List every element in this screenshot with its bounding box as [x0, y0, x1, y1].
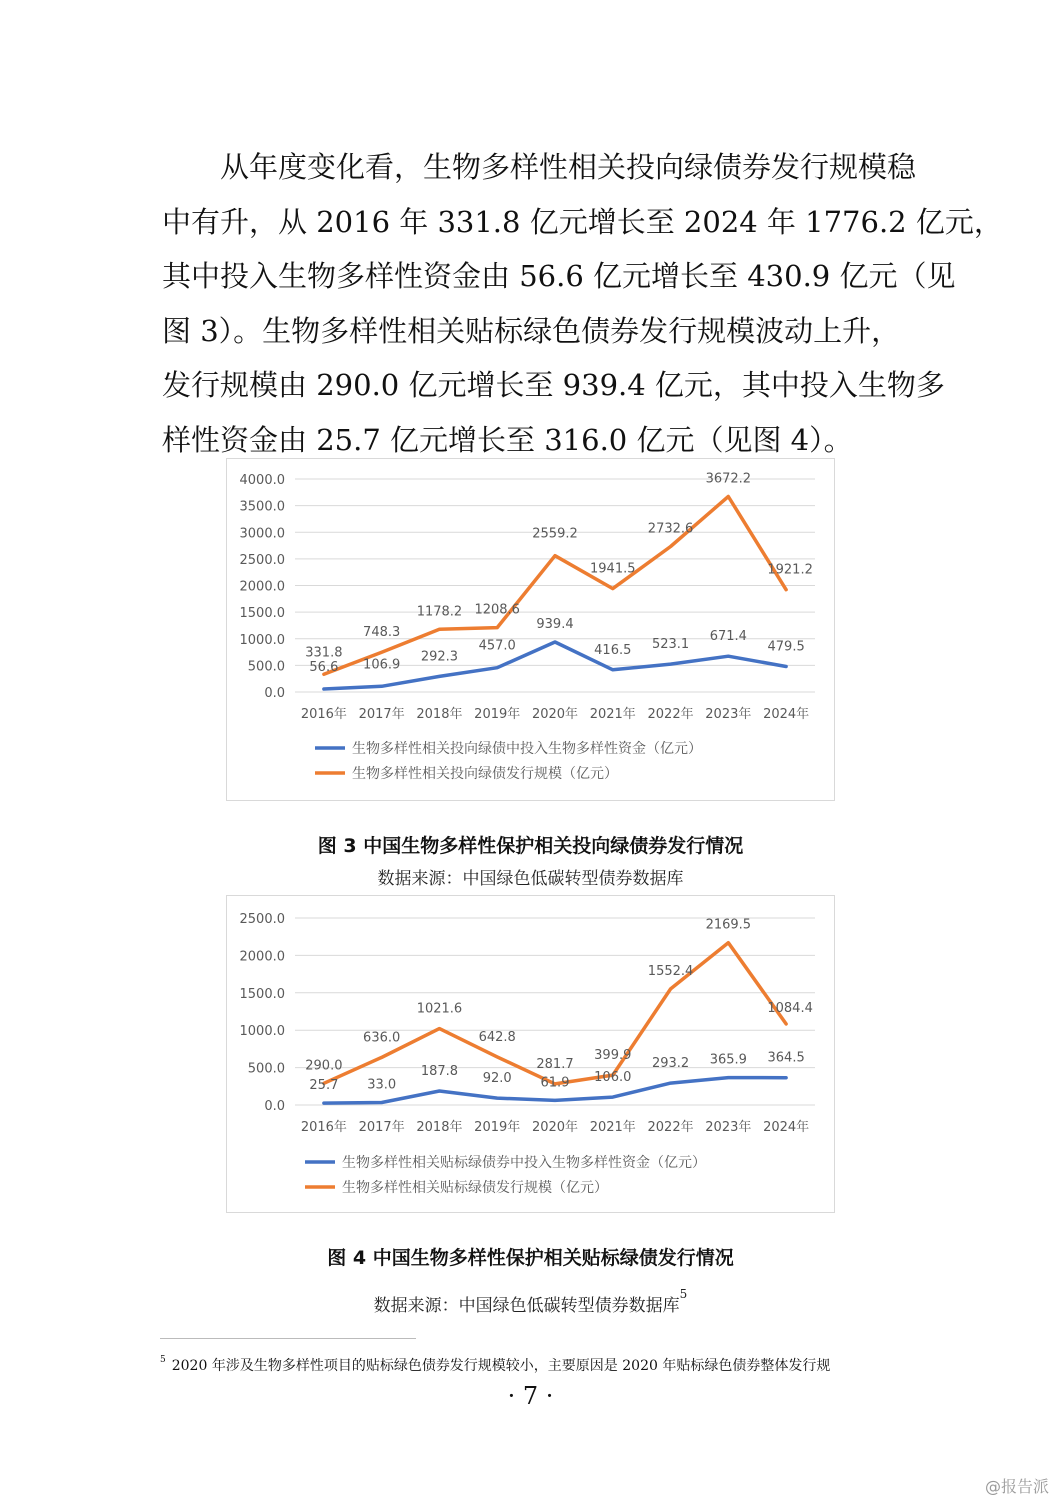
data-label: 33.0 — [367, 1077, 397, 1093]
data-label: 479.5 — [767, 639, 805, 655]
data-label: 523.1 — [651, 637, 690, 653]
paragraph-line: 中有升，从 2016 年 331.8 亿元增长至 2024 年 1776.2 亿元， — [162, 204, 1003, 239]
body-paragraph — [162, 140, 1003, 467]
data-label: 2169.5 — [705, 917, 752, 933]
y-tick-label: 1000.0 — [239, 1024, 285, 1040]
figure-4-source-text: 数据来源：中国绿色低碳转型债券数据库 — [373, 1296, 680, 1316]
data-label: 671.4 — [709, 629, 747, 645]
data-label: 364.5 — [767, 1050, 805, 1066]
data-label: 331.8 — [305, 645, 343, 661]
x-tick-label: 2023年 — [705, 1120, 752, 1135]
x-tick-label: 2021年 — [589, 1120, 636, 1135]
data-label: 1208.6 — [474, 602, 520, 618]
x-tick-label: 2016年 — [300, 1120, 347, 1135]
x-tick-label: 2018年 — [416, 1120, 463, 1135]
watermark: @报告派 — [984, 1477, 1049, 1496]
data-label: 457.0 — [478, 638, 516, 654]
x-tick-label: 2022年 — [647, 707, 694, 722]
footnote — [160, 1355, 920, 1375]
data-label: 365.9 — [709, 1052, 747, 1068]
paragraph-line: 从年度变化看，生物多样性相关投向绿债券发行规模稳 — [220, 150, 917, 184]
paragraph-line: 样性资金由 25.7 亿元增长至 316.0 亿元（见图 4）。 — [162, 422, 853, 457]
x-tick-label: 2023年 — [705, 707, 752, 722]
data-label: 3672.2 — [705, 471, 752, 487]
data-label: 2732.6 — [647, 521, 694, 537]
x-tick-label: 2020年 — [531, 707, 579, 722]
data-label: 1552.4 — [647, 963, 694, 979]
data-label: 56.6 — [309, 659, 339, 675]
y-tick-label: 500.0 — [247, 659, 285, 675]
data-label: 61.9 — [540, 1075, 570, 1091]
y-tick-label: 2000.0 — [239, 949, 285, 965]
data-label: 25.7 — [309, 1078, 339, 1094]
figure-3-source: 数据来源：中国绿色低碳转型债券数据库 — [377, 869, 684, 889]
y-tick-label: 3500.0 — [239, 499, 285, 515]
footnote-text: 2020 年涉及生物多样性项目的贴标绿色债券发行规模较小，主要原因是 2020 年贴标绿色债券整体发行规 — [171, 1358, 831, 1374]
footnote-ref: 5 — [679, 1287, 688, 1301]
x-tick-label: 2020年 — [531, 1120, 579, 1135]
data-label: 1021.6 — [416, 1001, 463, 1017]
page-number: · 7 · — [507, 1382, 554, 1410]
x-tick-label: 2017年 — [358, 707, 405, 722]
data-label: 1941.5 — [590, 561, 636, 577]
paragraph-line: 其中投入生物多样性资金由 56.6 亿元增长至 430.9 亿元（见 — [162, 259, 956, 293]
x-tick-label: 2021年 — [589, 707, 636, 722]
data-label: 748.3 — [363, 625, 401, 641]
data-label: 636.0 — [363, 1030, 401, 1046]
figure-4-svg — [227, 896, 834, 1212]
x-tick-label: 2019年 — [474, 1120, 521, 1135]
x-tick-label: 2024年 — [763, 1120, 810, 1135]
y-tick-label: 1500.0 — [239, 986, 285, 1002]
data-label: 187.8 — [420, 1063, 459, 1079]
data-label: 281.7 — [536, 1056, 574, 1072]
data-label: 106.0 — [594, 1070, 632, 1086]
data-label: 293.2 — [651, 1056, 690, 1072]
x-tick-label: 2016年 — [300, 707, 347, 722]
figure-4-caption: 图 4 中国生物多样性保护相关贴标绿债发行情况 — [327, 1247, 734, 1269]
data-label: 642.8 — [478, 1029, 516, 1045]
x-tick-label: 2017年 — [358, 1120, 405, 1135]
data-label: 399.9 — [594, 1048, 632, 1064]
legend-label-1: 生物多样性相关贴标绿债发行规模（亿元） — [342, 1180, 608, 1196]
data-label: 2559.2 — [532, 526, 578, 542]
paragraph-line: 图 3）。生物多样性相关贴标绿色债券发行规模波动上升， — [162, 313, 901, 348]
y-tick-label: 2500.0 — [239, 912, 285, 927]
data-label: 416.5 — [594, 642, 632, 658]
legend-label-1: 生物多样性相关投向绿债发行规模（亿元） — [352, 766, 618, 782]
paragraph-line: 发行规模由 290.0 亿元增长至 939.4 亿元，其中投入生物多 — [162, 368, 945, 402]
data-label: 290.0 — [305, 1058, 343, 1074]
data-label: 1921.2 — [767, 562, 813, 578]
y-tick-label: 1500.0 — [239, 606, 285, 622]
y-tick-label: 2500.0 — [239, 552, 285, 568]
y-tick-label: 0.0 — [264, 1099, 285, 1114]
figure-3-chart — [226, 458, 835, 801]
data-label: 292.3 — [420, 649, 459, 665]
figure-4-chart — [226, 895, 835, 1213]
x-tick-label: 2022年 — [647, 1120, 694, 1135]
x-tick-label: 2024年 — [763, 707, 810, 722]
y-tick-label: 0.0 — [264, 686, 285, 701]
footnote-divider — [160, 1338, 416, 1339]
x-tick-label: 2018年 — [416, 707, 463, 722]
y-tick-label: 4000.0 — [239, 473, 285, 488]
y-tick-label: 2000.0 — [239, 579, 285, 595]
footnote-mark: 5 — [160, 1355, 166, 1365]
legend-label-0: 生物多样性相关投向绿债中投入生物多样性资金（亿元） — [352, 741, 702, 757]
data-label: 106.9 — [363, 657, 401, 673]
data-label: 1084.4 — [767, 1000, 813, 1016]
figure-4-source — [0, 1287, 1061, 1316]
data-label: 939.4 — [536, 616, 574, 632]
x-tick-label: 2019年 — [474, 707, 521, 722]
data-label: 1178.2 — [416, 604, 463, 620]
y-tick-label: 500.0 — [247, 1061, 285, 1077]
y-tick-label: 1000.0 — [239, 632, 285, 648]
y-tick-label: 3000.0 — [239, 526, 285, 542]
figure-3-svg — [227, 459, 834, 800]
figure-3-caption: 图 3 中国生物多样性保护相关投向绿债券发行情况 — [317, 835, 744, 857]
data-label: 92.0 — [482, 1071, 512, 1087]
legend-label-0: 生物多样性相关贴标绿债券中投入生物多样性资金（亿元） — [342, 1155, 706, 1171]
